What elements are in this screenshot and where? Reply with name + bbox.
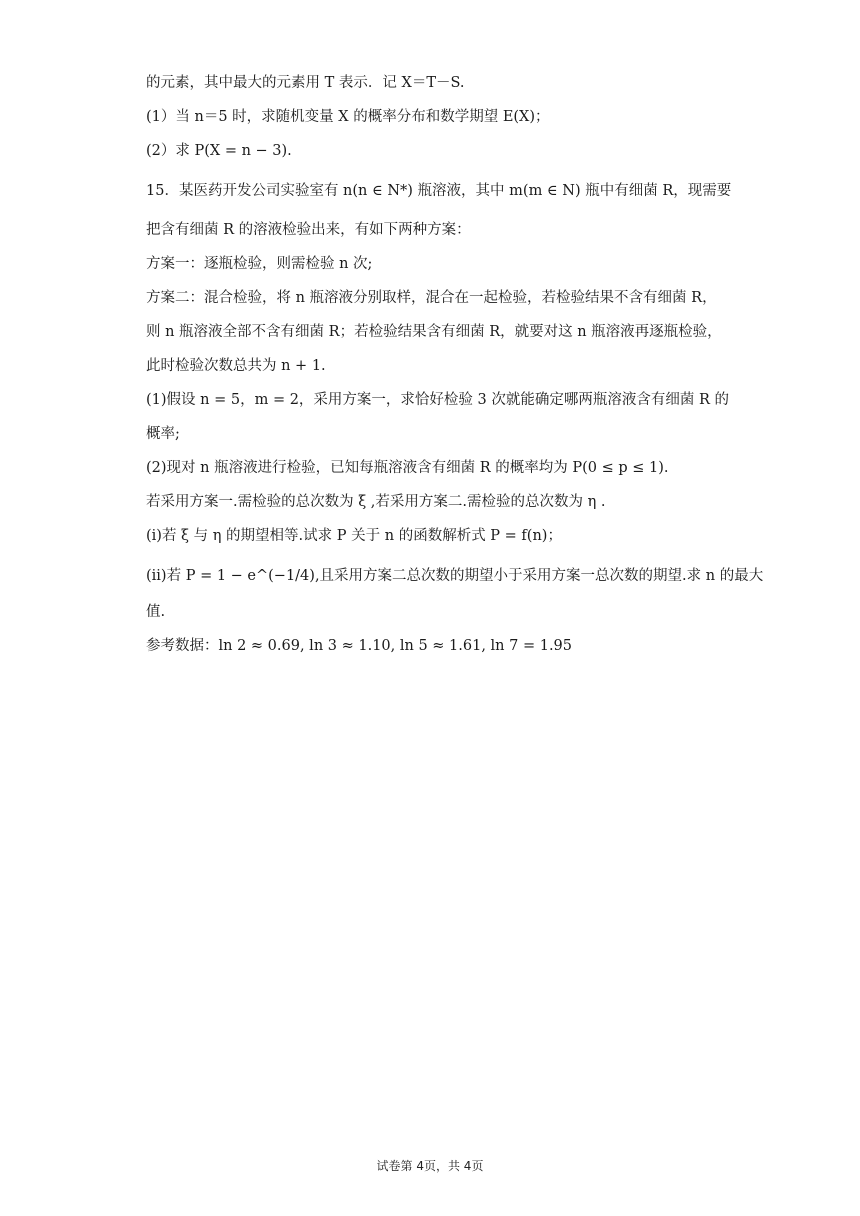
subquestion-2i-line: (i)若 ξ 与 η 的期望相等.试求 P 关于 n 的函数解析式 P = f(n)；	[146, 528, 562, 544]
text-line-1: 的元素，其中最大的元素用 T 表示．记 X＝T－S.	[146, 75, 465, 91]
subquestion-1-line-2: 概率;	[146, 426, 180, 442]
plan-one-line: 方案一：逐瓶检验，则需检验 n 次;	[146, 256, 373, 272]
problem-15-line-2: 把含有细菌 R 的溶液检验出来，有如下两种方案：	[146, 222, 471, 238]
plan-two-line-1: 方案二：混合检验，将 n 瓶溶液分别取样，混合在一起检验，若检验结果不含有细菌 R，	[146, 290, 717, 306]
plan-two-line-2: 则 n 瓶溶液全部不含有细菌 R；若检验结果含有细菌 R，就要对这 n 瓶溶液再逐瓶检验，	[146, 324, 722, 340]
problem-15-line-1: 15．某医药开发公司实验室有 n(n ∈ N*) 瓶溶液，其中 m(m ∈ N) 瓶中有细菌 R，现需要	[146, 183, 732, 199]
page-footer: 试卷第 4页，共 4页	[376, 1159, 484, 1173]
text-line-3: (2）求 P(X = n − 3).	[146, 143, 292, 159]
subquestion-1-line-1: (1)假设 n = 5，m = 2，采用方案一，求恰好检验 3 次就能确定哪两瓶溶液含有细菌 R 的	[146, 392, 729, 408]
subquestion-2-line-2: 若采用方案一.需检验的总次数为 ξ ,若采用方案二.需检验的总次数为 η .	[146, 494, 606, 510]
subquestion-2ii-line-1: (ii)若 P = 1 − e^(−1/4),且采用方案二总次数的期望小于采用方案一总次数的期望.求 n 的最大	[146, 568, 764, 584]
text-line-2: (1）当 n＝5 时，求随机变量 X 的概率分布和数学期望 E(X)；	[146, 109, 550, 125]
plan-two-line-3: 此时检验次数总共为 n + 1.	[146, 358, 326, 374]
subquestion-2ii-line-2: 值.	[146, 604, 166, 620]
subquestion-2-line-1: (2)现对 n 瓶溶液进行检验，已知每瓶溶液含有细菌 R 的概率均为 P(0 ≤ p ≤ 1).	[146, 460, 669, 476]
reference-data-line: 参考数据：ln 2 ≈ 0.69, ln 3 ≈ 1.10, ln 5 ≈ 1.61, ln 7 = 1.95	[146, 638, 573, 654]
